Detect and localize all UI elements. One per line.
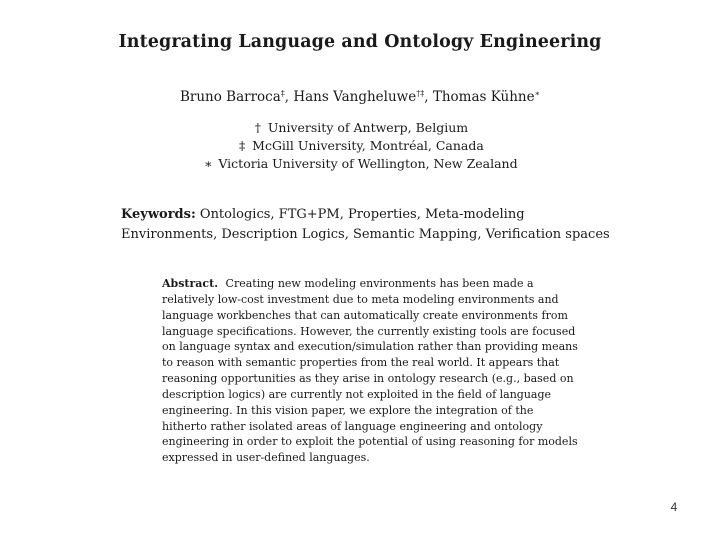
author-mark: ∗ xyxy=(534,89,541,98)
author-name: Hans Vangheluwe xyxy=(293,89,417,105)
affiliation-line xyxy=(0,137,720,155)
page-number: 4 xyxy=(670,500,678,514)
paper-title: Integrating Language and Ontology Engineering xyxy=(118,32,602,52)
abstract-block xyxy=(162,276,580,466)
keywords-block xyxy=(121,205,621,245)
author-separator: , xyxy=(424,89,433,105)
keywords-text: Ontologics, FTG+PM, Properties, Meta-modeling Environments, Description Logics, Semantic Mapping, Verification spaces xyxy=(121,207,610,242)
abstract-label: Abstract. xyxy=(162,277,219,290)
affiliation-line xyxy=(0,119,720,137)
affiliation-line xyxy=(0,155,720,173)
affiliation-mark: ‡ xyxy=(239,138,246,153)
affiliation-list xyxy=(0,119,720,173)
keywords-label: Keywords: xyxy=(121,207,196,222)
author-name: Bruno Barroca xyxy=(179,89,281,105)
author-mark: †‡ xyxy=(416,89,425,98)
author-separator: , xyxy=(284,89,294,105)
abstract-text: Creating new modeling environments has been made a relatively low-cost investment due to meta modeling environments and language workbenches that can automatically create environments from language specifications. However, the currently existing tools are focused on language syntax and execution/simulation rather than providing means to reason with semantic properties from the real world. It appears that reasoning opportunities as they arise in ontology research (e.g., based on description logics) are currently not exploited in the field of language engineering. In this vision paper, we explore the integration of the hitherto rather isolated areas of language engineering and ontology engineering in order to exploit the potential of using reasoning for models expressed in user-defined languages. xyxy=(162,277,578,465)
affiliation-mark: † xyxy=(254,120,262,135)
author-mark: ‡ xyxy=(280,89,285,98)
affiliation-mark: ∗ xyxy=(204,156,213,171)
author-name: Thomas Kühne xyxy=(432,89,535,105)
affiliation-text: McGill University, Montréal, Canada xyxy=(252,138,484,153)
author-list xyxy=(0,89,720,105)
affiliation-text: Victoria University of Wellington, New Zealand xyxy=(218,156,518,171)
affiliation-text: University of Antwerp, Belgium xyxy=(267,120,469,135)
